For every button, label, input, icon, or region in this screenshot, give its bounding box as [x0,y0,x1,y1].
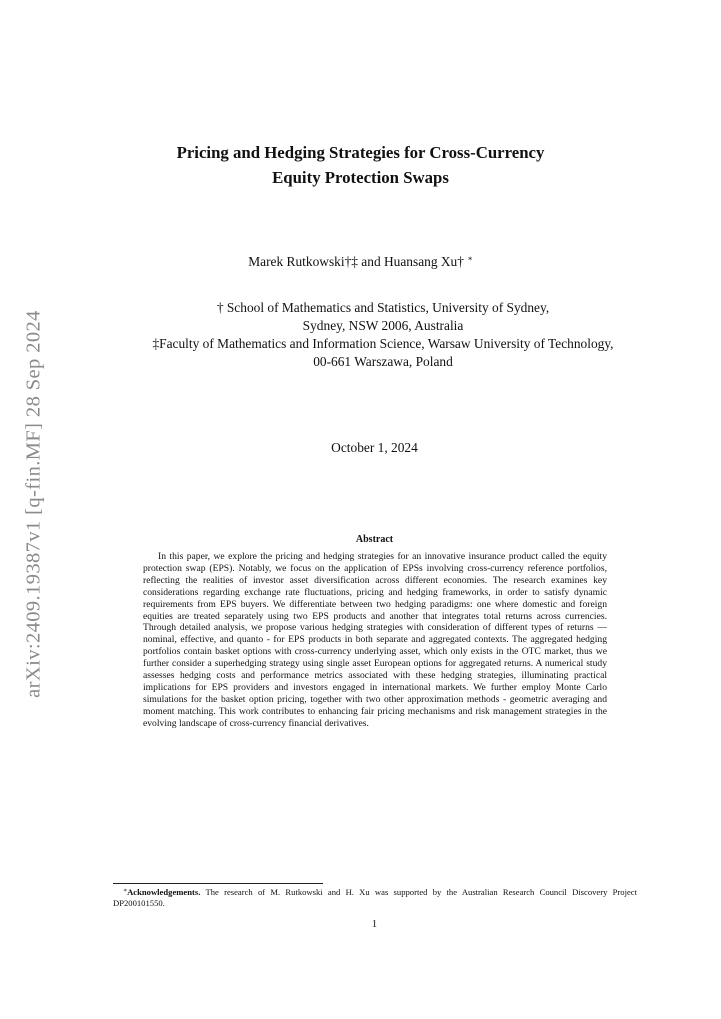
affiliation-line-4: 00-661 Warszawa, Poland [313,354,453,369]
footnote-marker: ∗ [123,888,128,894]
footnote-divider [113,883,323,884]
author-list [0,250,721,271]
affiliation-line-1: † School of Mathematics and Statistics, University of Sydney, [216,300,550,315]
title-line-1: Pricing and Hedging Strategies for Cross-Currency [176,143,545,162]
paper-title [0,140,721,190]
publication-date: October 1, 2024 [331,440,418,455]
footnote-text: The research of M. Rutkowski and H. Xu was supported by the Australian Research Council Discovery Project DP200101550. [113,887,637,908]
acknowledgements-footnote [113,886,637,908]
affiliation-line-3: ‡Faculty of Mathematics and Information Science, Warsaw University of Technology, [152,336,614,351]
affiliations [0,299,721,371]
title-line-2: Equity Protection Swaps [272,168,449,187]
abstract-heading: Abstract [355,534,394,545]
abstract-body: In this paper, we explore the pricing and hedging strategies for an innovative insurance product called the equity protection swap (EPS). Notably, we focus on the application of EPSs involving cross-currency reference portfolios, reflecting the realities of investor asset diversification across different economies. The research examines key considerations regarding exchange rate fluctuations, pricing and hedging frameworks, in order to satisfy dynamic requirements from EPS buyers. We differentiate between two hedging paradigms: one where domestic and foreign equities are treated separately using two EPS products and another that integrates total returns across currencies. Through detailed analysis, we propose various hedging strategies with consideration of different types of returns — nominal, effective, and quanto - for EPS products in both separate and aggregated contexts. The aggregated hedging portfolios contain basket options with cross-currency underlying asset, which only exists in the OTC market, thus we further consider a superhedging strategy using single asset European options for aggregated returns. A numerical study assesses hedging costs and performance metrics associated with these hedging strategies, illuminating practical implications for EPS providers and investors engaged in international markets. We further employ Monte Carlo simulations for the basket option pricing, together with two other approximation methods - geometric averaging and moment matching. This work contributes to enhancing fair pricing mechanisms and risk management strategies in the evolving landscape of cross-currency financial derivatives. [143,551,607,729]
footnote-heading: Acknowledgements. [127,887,201,897]
arxiv-identifier-stamp: arXiv:2409.19387v1 [q-fin.MF] 28 Sep 2024 [22,310,45,698]
page-number: 1 [371,919,378,930]
affiliation-line-2: Sydney, NSW 2006, Australia [302,318,464,333]
author-footnote-marker: ∗ [467,254,473,263]
author-names: Marek Rutkowski†‡ and Huansang Xu† [248,254,464,269]
